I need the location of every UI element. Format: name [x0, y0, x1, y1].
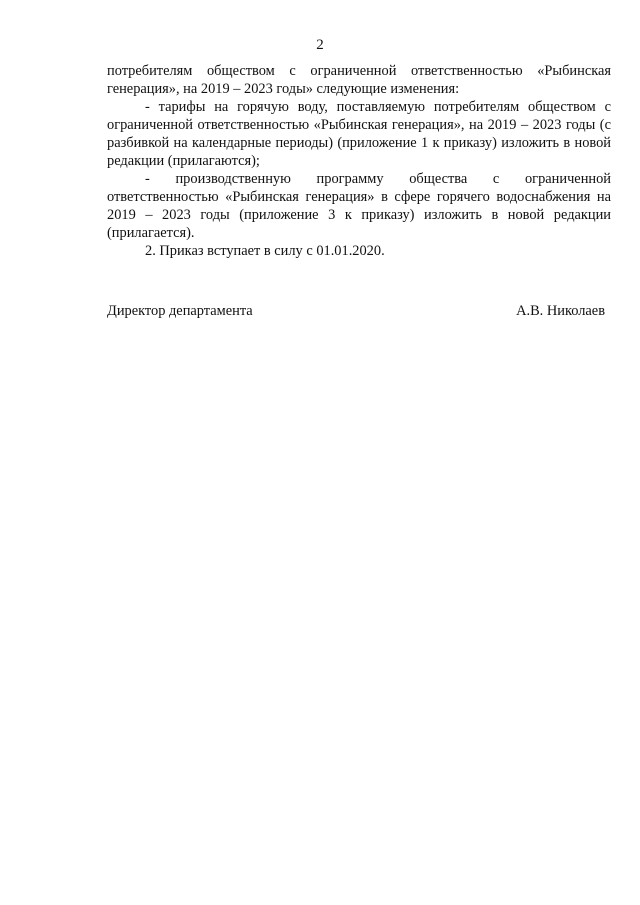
signatory-position: Директор департамента: [107, 303, 253, 319]
signature-block: [107, 302, 605, 320]
paragraph-production-program: - производственную программу общества с ограниченной ответственностью «Рыбинская генерация» в сфере горячего водоснабжения на 2019 – 2023 годы (приложение 3 к приказу) изложить в новой редакции (прилагается).: [107, 171, 611, 241]
page-number: 2: [316, 37, 324, 53]
document-body: [107, 62, 611, 260]
paragraph-hot-water-tariffs: - тарифы на горячую воду, поставляемую потребителям обществом с ограниченной ответственностью «Рыбинская генерация», на 2019 – 2023 годы (с разбивкой на календарные периоды) (приложение 1 к приказу) изложить в новой редакции (прилагаются);: [107, 99, 611, 169]
paragraph-effective-date: 2. Приказ вступает в силу с 01.01.2020.: [145, 243, 385, 259]
signatory-name: А.В. Николаев: [516, 303, 605, 319]
paragraph-continuation: потребителям обществом с ограниченной ответственностью «Рыбинская генерация», на 2019 – 2023 годы» следующие изменения:: [107, 63, 611, 97]
